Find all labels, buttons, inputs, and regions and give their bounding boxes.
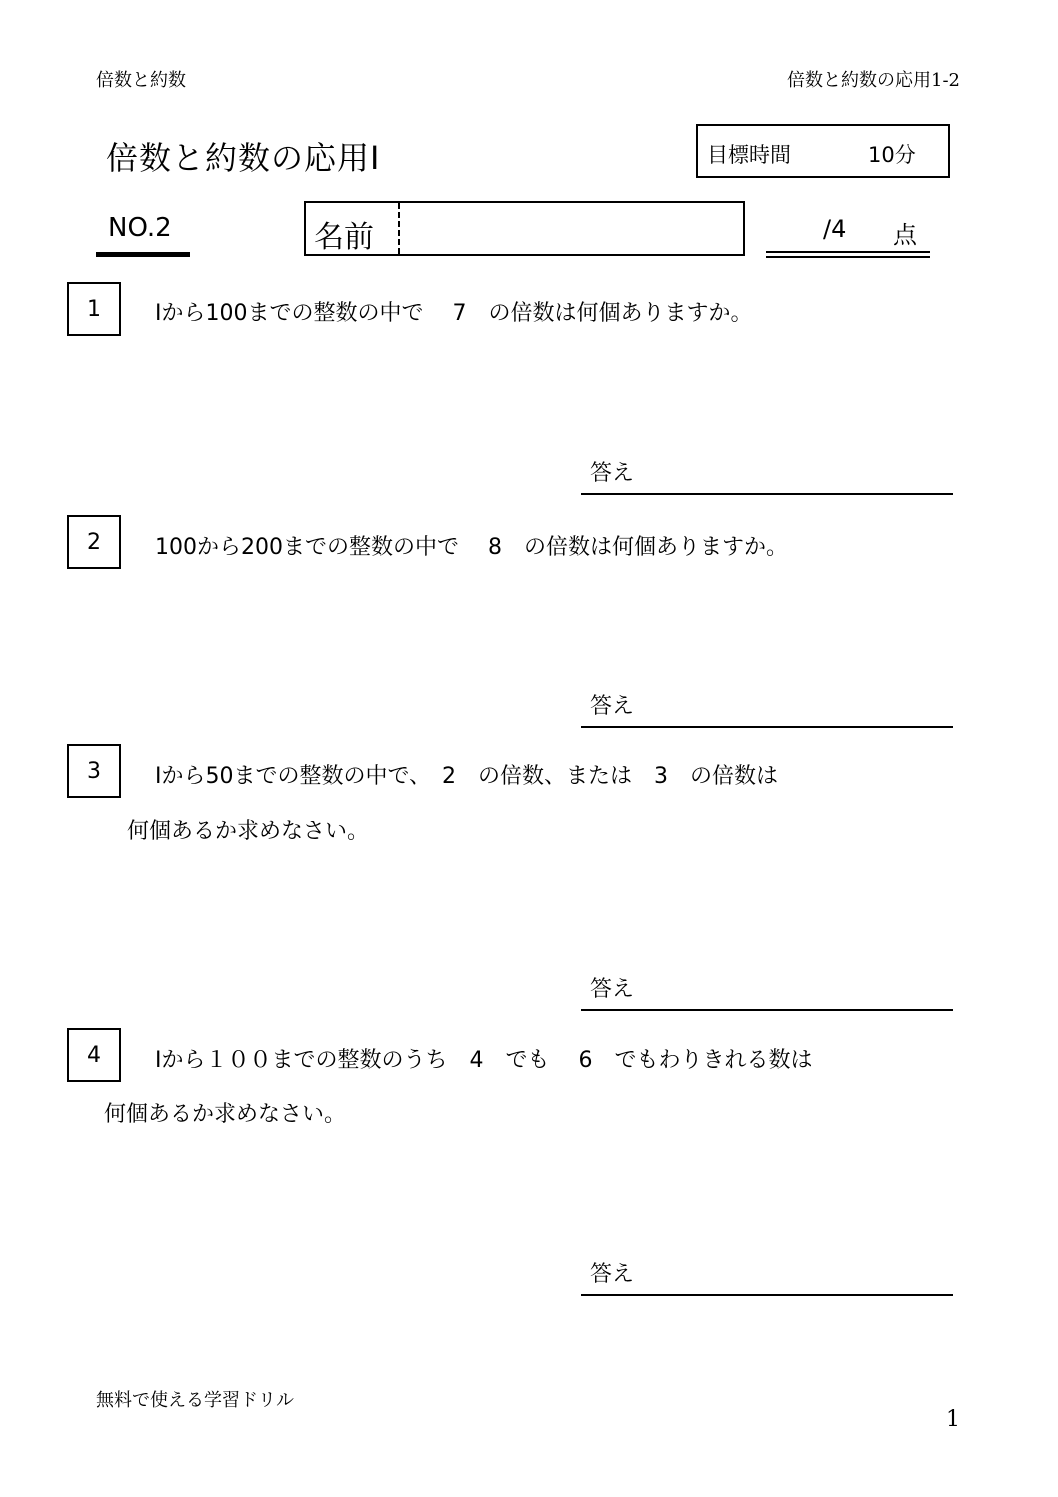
answer-line[interactable] xyxy=(581,493,953,495)
question-text-line2: 何個あるか求めなさい。 xyxy=(127,819,370,844)
answer-label: 答え xyxy=(590,694,635,719)
answer-line[interactable] xyxy=(581,1294,953,1296)
question-text: Ⅰから１００までの整数のうち 4 でも 6 でもわりきれる数は xyxy=(155,1048,813,1073)
name-divider xyxy=(398,203,400,254)
target-time-label: 目標時間 xyxy=(707,143,791,167)
sheet-number: NO.2 xyxy=(108,213,172,243)
answer-label: 答え xyxy=(590,977,635,1002)
question-number-box: 4 xyxy=(67,1028,121,1082)
name-field[interactable] xyxy=(304,201,745,256)
answer-label: 答え xyxy=(590,1262,635,1287)
target-time-value: 10分 xyxy=(868,143,916,167)
question-text: Ⅰから50までの整数の中で、 2 の倍数、または 3 の倍数は xyxy=(155,764,779,789)
sheet-number-underline xyxy=(96,252,190,257)
question-number-box: 3 xyxy=(67,744,121,798)
score-unit: 点 xyxy=(893,221,917,249)
answer-label: 答え xyxy=(590,461,635,486)
name-label: 名前 xyxy=(314,220,374,255)
question-text-line2: 何個あるか求めなさい。 xyxy=(104,1102,347,1127)
question-number-box: 1 xyxy=(67,282,121,336)
page-number: 1 xyxy=(946,1407,960,1432)
answer-line[interactable] xyxy=(581,1009,953,1011)
page-title: 倍数と約数の応用Ⅰ xyxy=(106,139,381,177)
question-text: Ⅰから100までの整数の中で 7 の倍数は何個ありますか。 xyxy=(155,301,753,326)
question-number-box: 2 xyxy=(67,515,121,569)
header-right: 倍数と約数の応用1-2 xyxy=(787,70,960,91)
target-time-box xyxy=(696,124,950,178)
header-left: 倍数と約数 xyxy=(96,70,186,91)
question-text: 100から200までの整数の中で 8 の倍数は何個ありますか。 xyxy=(155,535,788,560)
answer-line[interactable] xyxy=(581,726,953,728)
score-total: /4 xyxy=(823,215,847,243)
footer-credit: 無料で使える学習ドリル xyxy=(96,1390,294,1411)
score-underline xyxy=(766,251,930,253)
score-underline-second xyxy=(766,256,930,258)
